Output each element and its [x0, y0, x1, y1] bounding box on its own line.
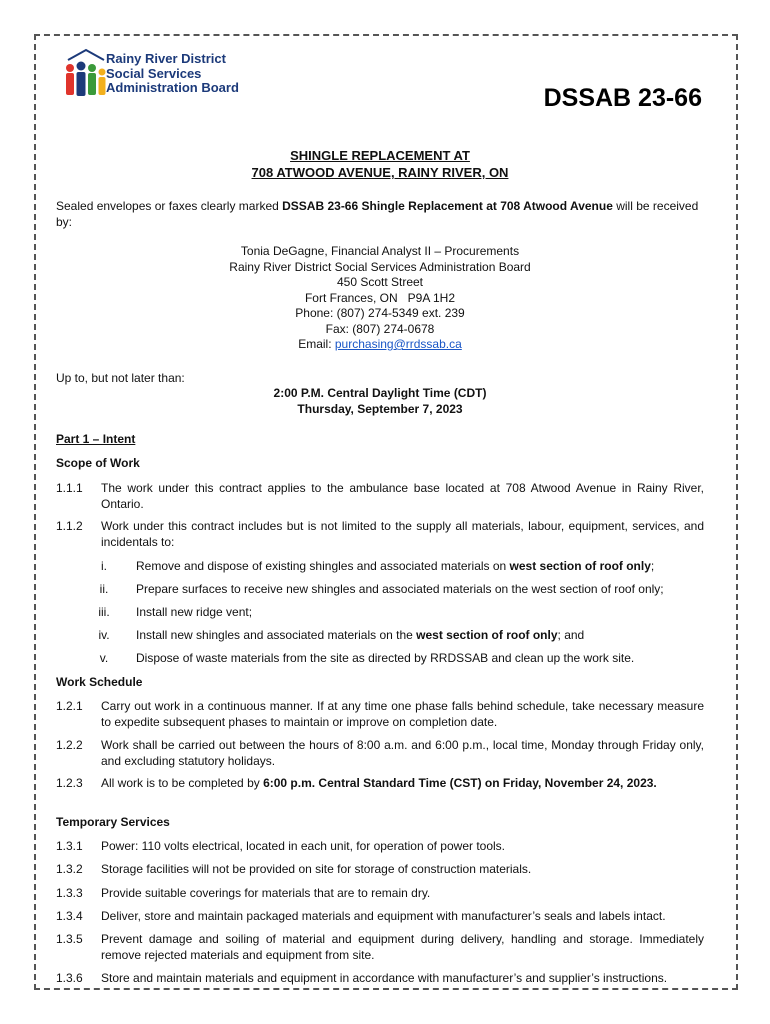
clause-text: [101, 775, 704, 791]
organization-name: [106, 52, 239, 96]
contact-block: [56, 244, 704, 353]
contact-fax: Fax: (807) 274-0678: [325, 321, 435, 336]
clause-text: Deliver, store and maintain packaged materials and equipment with manufacturer’s seals and labels intact.: [101, 909, 666, 923]
subitem-text-bold: west section of roof only: [416, 628, 558, 642]
subitem-number: ii.: [99, 582, 109, 596]
clause-text: Store and maintain materials and equipment in accordance with manufacturer’s and supplier’s instructions.: [101, 971, 668, 985]
clause-number: 1.3.1: [56, 839, 83, 853]
clause-number: 1.3.6: [56, 971, 83, 985]
contact-name: Tonia DeGagne, Financial Analyst II – Procurements: [240, 244, 520, 258]
contact-city: Fort Frances, ON P9A 1H2: [304, 290, 456, 305]
clause-number: 1.2.2: [56, 738, 83, 752]
clause-text: Storage facilities will not be provided on site for storage of construction materials.: [101, 862, 532, 876]
document-title-line2: 708 ATWOOD AVENUE, RAINY RIVER, ON: [251, 165, 509, 180]
deadline-date: Thursday, September 7, 2023: [297, 402, 463, 416]
intro-text-pre: Sealed envelopes or faxes clearly marked: [56, 199, 283, 213]
clause-text: Prevent damage and soiling of material and equipment during delivery, handling and storage. Immediately remove rejected materials and equipment from site.: [101, 932, 704, 962]
deadline-time: 2:00 P.M. Central Daylight Time (CDT): [273, 386, 487, 400]
intro-text-bold: DSSAB 23-66 Shingle Replacement at 708 Atwood Avenue: [282, 199, 613, 213]
subitem-text: [136, 558, 704, 574]
clause-number: 1.3.2: [56, 862, 83, 876]
clause-text: The work under this contract applies to the ambulance base located at 708 Atwood Avenue in Rainy River, Ontario.: [101, 481, 704, 511]
subitem-text-post: ;: [650, 559, 655, 573]
clause-number: 1.3.4: [56, 909, 83, 923]
subitem-text: Install new ridge vent;: [136, 605, 253, 619]
clause-number: 1.2.1: [56, 699, 83, 713]
subitem-text: Prepare surfaces to receive new shingles and associated materials on the west section of roof only;: [136, 582, 664, 596]
contact-email-line: [56, 337, 704, 353]
org-name-line1: Rainy River District: [106, 51, 226, 66]
clause-text: Provide suitable coverings for materials that are to remain dry.: [101, 886, 431, 900]
clause-number: 1.1.1: [56, 481, 83, 495]
document-id: DSSAB 23-66: [543, 84, 702, 112]
schedule-heading: Work Schedule: [56, 675, 143, 689]
subitem-text: Dispose of waste materials from the site as directed by RRDSSAB and clean up the work site.: [136, 651, 635, 665]
deadline-lead: Up to, but not later than:: [56, 371, 185, 385]
intro-text-post: will be received by:: [56, 199, 699, 229]
scope-heading: Scope of Work: [56, 456, 140, 470]
clause-text: Carry out work in a continuous manner. If at any time one phase falls behind schedule, take necessary measure to expedite subsequent phases to maintain or improve on completion date.: [101, 699, 704, 729]
email-link[interactable]: purchasing@rrdssab.ca: [334, 337, 462, 351]
subitem-number: i.: [101, 559, 107, 573]
temporary-services-heading: Temporary Services: [56, 815, 170, 829]
subitem-text-pre: Remove and dispose of existing shingles and associated materials on: [136, 559, 510, 573]
contact-street: 450 Scott Street: [336, 275, 424, 289]
document-title-line1: SHINGLE REPLACEMENT AT: [290, 148, 470, 163]
subitem-text-post: ; and: [557, 628, 585, 642]
clause-text: Work under this contract includes but is not limited to the supply all materials, labour, equipment, services, and incidentals to:: [101, 519, 704, 549]
subitem-number: iii.: [98, 605, 110, 619]
subitem-number: iv.: [98, 628, 110, 642]
subitem-text-pre: Install new shingles and associated materials on the: [136, 628, 417, 642]
clause-text: Work shall be carried out between the hours of 8:00 a.m. and 6:00 p.m., local time, Monday through Friday only, and excluding statutory holidays.: [101, 738, 704, 768]
part1-title: Part 1 – Intent: [56, 432, 136, 446]
org-name-line3: Administration Board: [106, 80, 239, 95]
email-label: Email:: [298, 337, 335, 351]
clause-number: 1.3.3: [56, 886, 83, 900]
subitem-number: v.: [99, 651, 109, 665]
clause-text-bold: 6:00 p.m. Central Standard Time (CST) on Friday, November 24, 2023.: [263, 776, 657, 790]
intro-paragraph: [56, 198, 704, 230]
clause-text-pre: All work is to be completed by: [101, 776, 264, 790]
clause-text: Power: 110 volts electrical, located in each unit, for operation of power tools.: [101, 839, 505, 853]
clause-number: 1.3.5: [56, 932, 83, 946]
org-name-line2: Social Services: [106, 65, 202, 81]
clause-number: 1.1.2: [56, 519, 83, 533]
contact-organization: Rainy River District Social Services Administration Board: [229, 259, 531, 274]
subitem-text: [136, 627, 704, 643]
subitem-text-bold: west section of roof only: [509, 559, 651, 573]
clause-number: 1.2.3: [56, 776, 83, 790]
contact-phone: Phone: (807) 274-5349 ext. 239: [295, 306, 465, 320]
